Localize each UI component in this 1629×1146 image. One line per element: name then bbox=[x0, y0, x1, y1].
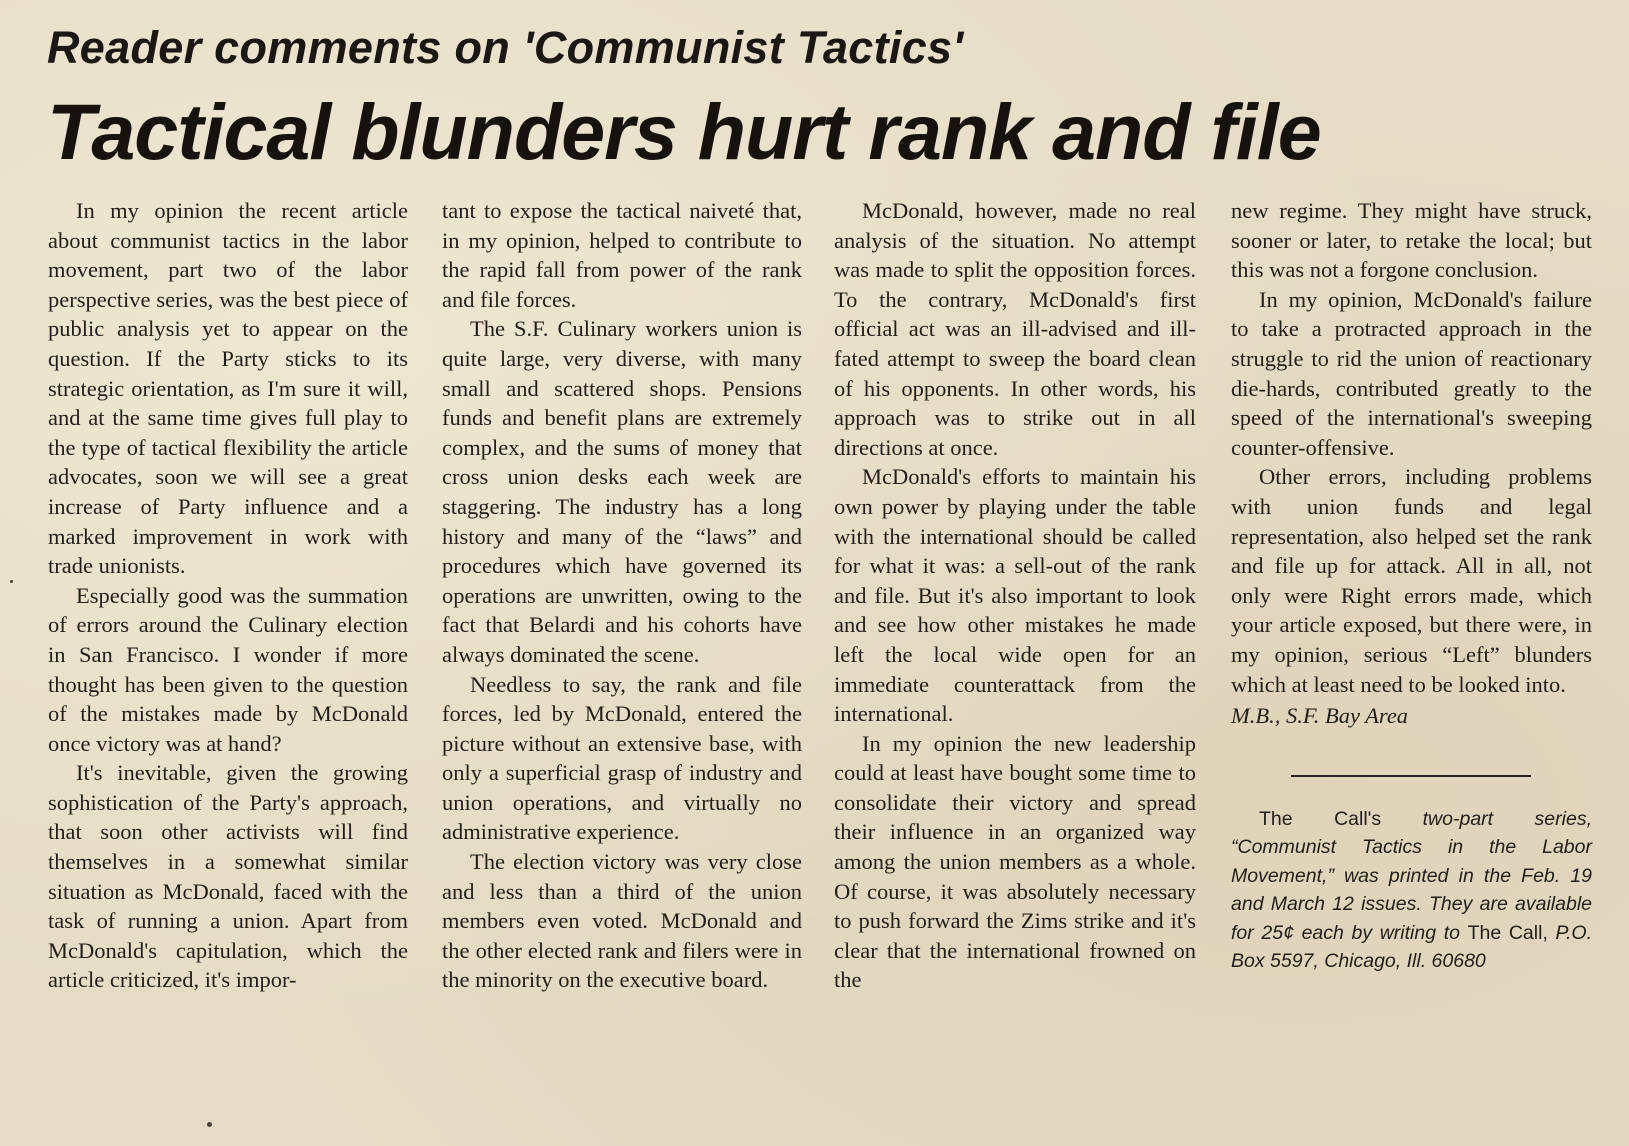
ink-speck bbox=[207, 1122, 212, 1127]
divider-rule bbox=[1291, 775, 1531, 777]
note-publication-name: The Call, bbox=[1467, 921, 1548, 944]
article-column-3 bbox=[834, 196, 1196, 995]
paragraph: Other errors, including problems with union funds and legal representation, also helped set the rank and file up for attack. All in all, not only were Right errors made, which your article exposed, but there were, in my opinion, serious “Left” blunders which at least need to be looked into. bbox=[1231, 464, 1592, 697]
note-publication-name: The Call's bbox=[1259, 807, 1382, 830]
paragraph: In my opinion, McDonald's failure to take a protracted approach in the struggle to rid the union of reactionary die-hards, contributed greatly to the speed of the international's sweeping counter-offensive. bbox=[1231, 286, 1592, 460]
editor-note bbox=[1231, 805, 1592, 976]
headline: Tactical blunders hurt rank and file bbox=[47, 87, 1321, 176]
paragraph: McDonald, however, made no real analysis of the situation. No attempt was made to split the opposition forces. To the contrary, McDonald's first official act was an ill-advised and ill-fated attempt to sweep the board clean of his opponents. In other words, his approach was to strike out in all directions at once. bbox=[834, 198, 1196, 460]
paragraph: McDonald's efforts to maintain his own power by playing under the table with the international should be called for what it was: a sell-out of the rank and file. But it's also important to look and see how other mistakes he made left the local wide open for an immediate counterattack from the international. bbox=[834, 464, 1196, 727]
article-column-2 bbox=[442, 196, 802, 995]
paragraph: new regime. They might have struck, sooner or later, to retake the local; but this was not a forgone conclusion. bbox=[1231, 198, 1592, 283]
paragraph: Especially good was the summation of errors around the Culinary election in San Francisco. I wonder if more thought has been given to the question of the mistakes made by McDonald once victory was at hand? bbox=[48, 582, 408, 756]
paragraph: Needless to say, the rank and file forces, led by McDonald, entered the picture without an extensive base, with only a superficial grasp of industry and union operations, and virtually no administrative experience. bbox=[442, 671, 802, 845]
paragraph: In my opinion the new leadership could at least have bought some time to consolidate their victory and spread their influence in an organized way among the union members as a whole. Of course, it was absolutely necessary to push forward the Zims strike and it's clear that the international frowned on the bbox=[834, 730, 1196, 993]
note-text: two-part series, “Communist Tactics in the Labor Movement,” was printed in the Feb. 19 and March 12 issues. They are available for 25¢ each by writing to bbox=[1231, 807, 1592, 944]
paragraph: The S.F. Culinary workers union is quite large, very diverse, with many small and scattered shops. Pensions funds and benefit plans are extremely complex, and the sums of money that cross union desks each week are staggering. The industry has a long history and many of the “laws” and procedures which have governed its operations are unwritten, owing to the fact that Belardi and his cohorts have always dominated the scene. bbox=[442, 316, 802, 667]
paragraph: The election victory was very close and less than a third of the union members even voted. McDonald and the other elected rank and filers were in the minority on the executive board. bbox=[442, 849, 802, 993]
article-column-4 bbox=[1231, 196, 1592, 976]
ink-speck bbox=[10, 580, 13, 583]
paragraph: It's inevitable, given the growing sophistication of the Party's approach, that soon other activists will find themselves in a somewhat similar situation as McDonald, faced with the task of running a union. Apart from McDonald's capitulation, which the article criticized, it's impor- bbox=[48, 760, 408, 993]
note-address: P.O. Box 5597, Chicago, Ill. 60680 bbox=[1231, 921, 1592, 973]
paragraph: tant to expose the tactical naiveté that, in my opinion, helped to contribute to the rapid fall from power of the rank and file forces. bbox=[442, 198, 802, 312]
kicker-title: Reader comments on 'Communist Tactics' bbox=[47, 22, 964, 73]
article-column-1 bbox=[48, 196, 408, 995]
paragraph: In my opinion the recent article about communist tactics in the labor movement, part two of the labor perspective series, was the best piece of public analysis yet to appear on the question. If the Party sticks to its strategic orientation, as I'm sure it will, and at the same time gives full play to the type of tactical flexibility the article advocates, soon we will see a great increase of Party influence and a marked improvement in work with trade unionists. bbox=[48, 198, 408, 579]
author-signature: M.B., S.F. Bay Area bbox=[1231, 703, 1409, 729]
